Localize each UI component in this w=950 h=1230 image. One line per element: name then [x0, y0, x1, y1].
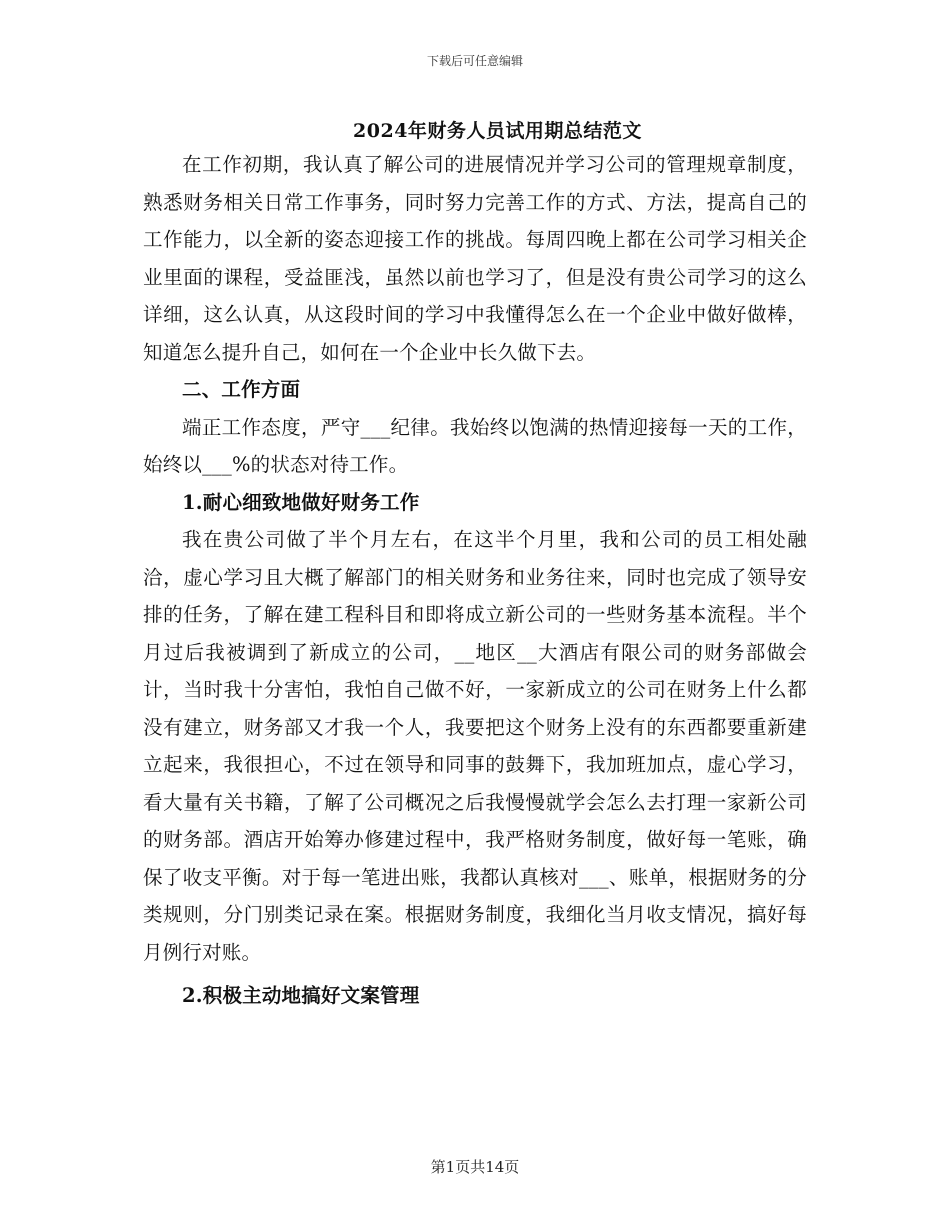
document-title: 2024年财务人员试用期总结范文 [353, 120, 642, 142]
paragraph-work-attitude: 端正工作态度，严守___纪律。我始终以饱满的热情迎接每一天的工作，始终以___%的状态对待工作。 [143, 415, 807, 476]
document-body [143, 146, 807, 1015]
page-header-note: 下载后可任意编辑 [426, 54, 523, 68]
subheading-document-management: 2.积极主动地搞好文案管理 [182, 984, 420, 1007]
paragraph-finance-work: 我在贵公司做了半个月左右，在这半个月里，我和公司的员工相处融洽，虚心学习且大概了解部门的相关财务和业务往来，同时也完成了领导安排的任务，了解在建工程科目和即将成立新公司的一些财务基本流程。半个月过后我被调到了新成立的公司，__地区__大酒店有限公司的财务部做会计，当时我十分害怕，我怕自己做不好，一家新成立的公司在财务上什么都没有建立，财务部又才我一个人，我要把这个财务上没有的东西都要重新建立起来，我很担心，不过在领导和同事的鼓舞下，我加班加点，虚心学习，看大量有关书籍，了解了公司概况之后我慢慢就学会怎么去打理一家新公司的财务部。酒店开始筹办修建过程中，我严格财务制度，做好每一笔账，确保了收支平衡。对于每一笔进出账，我都认真核对___、账单，根据财务的分类规则，分门别类记录在案。根据财务制度，我细化当月收支情况，搞好每月例行对账。 [143, 528, 807, 964]
paragraph-work-beginning: 在工作初期，我认真了解公司的进展情况并学习公司的管理规章制度，熟悉财务相关日常工作事务，同时努力完善工作的方式、方法，提高自己的工作能力，以全新的姿态迎接工作的挑战。每周四晚上都在公司学习相关企业里面的课程，受益匪浅，虽然以前也学习了，但是没有贵公司学习的这么详细，这么认真，从这段时间的学习中我懂得怎么在一个企业中做好做棒，知道怎么提升自己，如何在一个企业中长久做下去。 [143, 153, 807, 364]
subheading-finance-work: 1.耐心细致地做好财务工作 [182, 490, 420, 514]
page-number: 第1页共14页 [430, 1158, 520, 1176]
section-heading-work-aspects: 二、工作方面 [182, 378, 301, 401]
